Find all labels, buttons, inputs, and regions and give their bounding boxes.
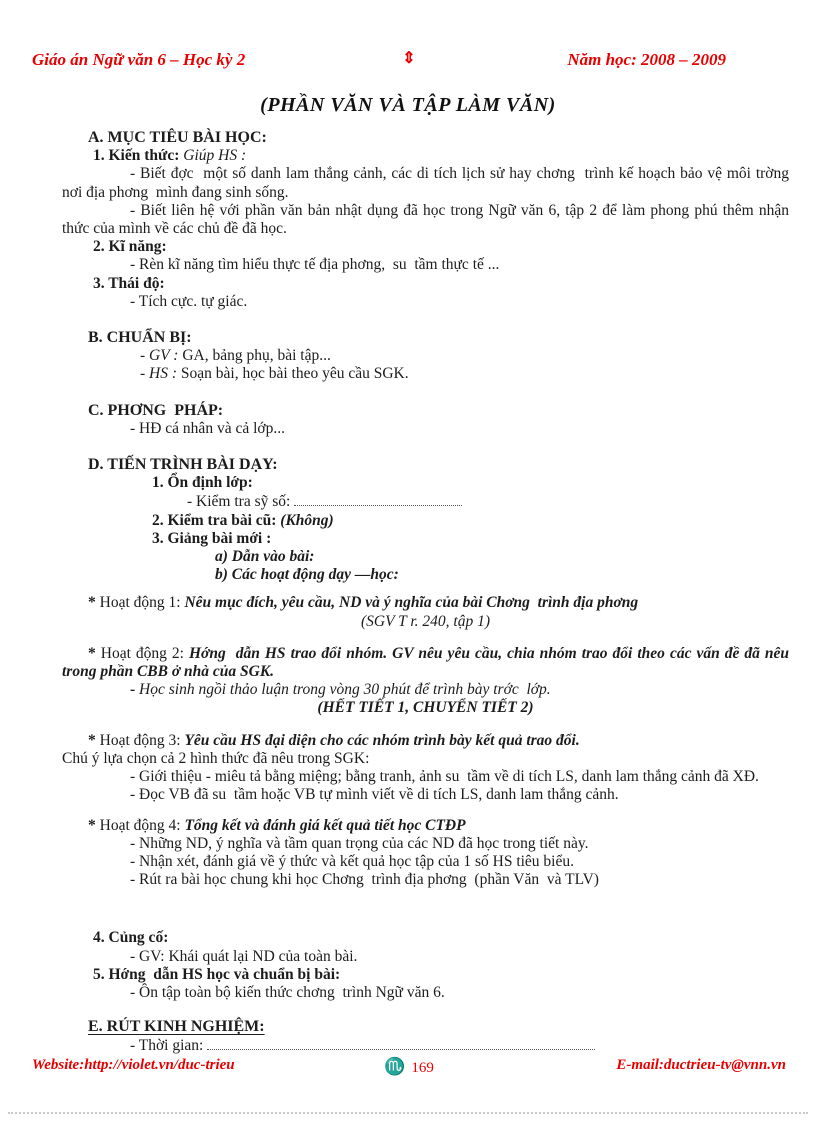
attitude-label: 3. Thái độ:: [93, 274, 165, 292]
activity-1-line: [88, 594, 789, 612]
activity-4-label: Hoạt động 4:: [99, 816, 185, 834]
section-c-heading: C. PHƠNG PHÁP:: [88, 401, 224, 419]
gv-label: GV :: [149, 347, 183, 365]
scorpio-icon: ♏: [384, 1057, 406, 1076]
homework-line: - Ôn tập toàn bộ kiến thức chơng trình Ngữ văn 6.: [130, 983, 445, 1001]
section-e-heading: E. RÚT KINH NGHIỆM:: [88, 1018, 265, 1036]
footer-email-text: E-mail:ductrieu-tv@vnn.vn: [616, 1057, 786, 1073]
hs-line: [140, 365, 789, 383]
page-break-dotted-line: [8, 1112, 808, 1114]
section-c: [62, 402, 789, 438]
closing-items: [62, 929, 789, 1002]
activity-1-label: Hoạt động 1:: [99, 594, 185, 612]
attendance-line: [187, 492, 789, 511]
activity-2-paragraph: [62, 644, 793, 681]
activity-3-paragraph-1: - Giới thiệu - miêu tả bằng miệng; bằng tranh, ảnh su tầm về di tích LS, danh lam thắng cảnh đã XĐ.: [130, 768, 759, 786]
attendance-label: - Kiểm tra sỹ số:: [187, 493, 295, 511]
hs-text: Soạn bài, học bài theo yêu cầu SGK.: [180, 365, 409, 383]
activity-4-item-2: - Nhận xét, đánh giá về ý thức và kết quả học tập của 1 số HS tiêu biểu.: [130, 852, 574, 870]
dash-bullet: -: [130, 681, 140, 699]
activity-4-text: Tổng kết và đánh giá kết quả tiết học CTĐP: [184, 816, 466, 834]
up-down-arrow-icon: ⇕: [402, 50, 416, 67]
activity-4: [62, 817, 789, 890]
activity-1-text: Nêu mục đích, yêu cầu, ND và ý nghĩa của bài Chơng trình địa phơng: [184, 594, 639, 612]
gv-dash: -: [140, 347, 150, 365]
method-line: - HĐ cá nhân và cả lớp...: [130, 419, 285, 437]
d-item-3a: a) Dẫn vào bài:: [215, 548, 315, 566]
section-a-heading: A. MỤC TIÊU BÀI HỌC:: [88, 129, 267, 146]
d-item-1: 1. Ổn định lớp:: [152, 474, 253, 492]
knowledge-item: [93, 147, 789, 165]
dotted-fill-line: [294, 492, 462, 506]
activity-1-reference: (SGV T r. 240, tập 1): [360, 612, 491, 630]
d-item-2-label: 2. Kiểm tra bài cũ:: [152, 511, 281, 529]
page-number: 169: [411, 1060, 434, 1076]
consolidate-label: 4. Củng cố:: [93, 929, 169, 947]
time-label: - Thời gian:: [130, 1037, 208, 1055]
activity-2-label: Hoạt động 2:: [100, 644, 189, 662]
footer-page-indicator: [384, 1057, 434, 1077]
section-b: [62, 329, 789, 384]
period-break-note: (HẾT TIẾT 1, CHUYỂN TIẾT 2): [317, 699, 534, 717]
activity-4-item-3: - Rút ra bài học chung khi học Chơng trình địa phơng (phần Văn và TLV): [130, 871, 599, 889]
asterisk-bullet: *: [88, 594, 100, 612]
dotted-fill-line: [207, 1036, 595, 1050]
section-e: [62, 1018, 789, 1055]
homework-label: 5. Hớng dẫn HS học và chuẩn bị bài:: [93, 965, 341, 983]
asterisk-bullet: *: [88, 644, 101, 662]
header-right-text: Năm học: 2008 – 2009: [567, 50, 726, 69]
activity-3-paragraph-2: - Đọc VB đã su tầm hoặc VB tự mình viết về di tích LS, danh lam thắng cảnh.: [130, 786, 619, 804]
section-d: [62, 456, 789, 584]
activity-1: [62, 594, 789, 630]
skill-label: 2. Kĩ năng:: [93, 238, 167, 256]
activity-2: [62, 644, 793, 718]
gv-text: GA, bảng phụ, bài tập...: [182, 347, 331, 365]
asterisk-bullet: *: [88, 731, 100, 749]
activity-3-text: Yêu cầu HS đại diện cho các nhóm trình bày kết quả trao đổi.: [184, 731, 580, 749]
knowledge-note: Giúp HS :: [183, 147, 247, 165]
section-d-heading: D. TIẾN TRÌNH BÀI DẠY:: [88, 456, 278, 474]
page-header: [32, 50, 786, 76]
section-b-heading: B. CHUẨN BỊ:: [88, 329, 192, 347]
page-footer: [32, 1057, 786, 1081]
d-item-2-note: (Không): [280, 511, 334, 529]
footer-website-text: Website:http://violet.vn/duc-trieu: [32, 1057, 235, 1073]
section-a: [62, 129, 797, 311]
attitude-line: - Tích cực. tự giác.: [130, 292, 248, 310]
knowledge-paragraph-2: - Biết liên hệ với phần văn bản nhật dụng đã học trong Ngữ văn 6, tập 2 để làm phong phú thêm nhận thức của mình về các chủ đề đã học.: [62, 201, 793, 238]
gv-line: [140, 347, 789, 365]
document-title: (PHẦN VĂN VÀ TẬP LÀM VĂN): [260, 94, 556, 116]
activity-3-line: [88, 732, 789, 750]
d-item-2: [152, 512, 789, 530]
hs-label: HS :: [149, 365, 181, 383]
activity-2-text: Hớng dẫn HS trao đổi nhóm. GV nêu yêu cầu, chia nhóm trao đổi theo các vấn đề đã nêu trong phần CBB ở nhà của SGK.: [62, 644, 793, 681]
activity-4-line: [88, 817, 789, 835]
activity-4-item-1: - Những ND, ý nghĩa và tầm quan trọng của các ND đã học trong tiết này.: [130, 834, 589, 852]
d-item-3: 3. Giảng bài mới :: [152, 529, 272, 547]
activity-2-note: Học sinh ngồi thảo luận trong vòng 30 phút để trình bày trớc lớp.: [139, 681, 551, 699]
activity-2-note-line: [130, 681, 789, 699]
asterisk-bullet: *: [88, 816, 100, 834]
d-item-3b: b) Các hoạt động dạy —học:: [215, 566, 399, 584]
knowledge-label: 1. Kiến thức:: [93, 147, 184, 165]
skill-line: - Rèn kĩ năng tìm hiểu thực tế địa phơng, su tầm thực tế ...: [130, 256, 500, 274]
activity-3: [62, 732, 789, 805]
header-left-text: Giáo án Ngữ văn 6 – Học kỳ 2: [32, 50, 246, 69]
activity-3-label: Hoạt động 3:: [99, 731, 185, 749]
consolidate-line: - GV: Khái quát lại ND của toàn bài.: [130, 947, 358, 965]
hs-dash: -: [140, 365, 150, 383]
knowledge-paragraph-1: - Biết đợc một số danh lam thắng cảnh, các di tích lịch sử hay chơng trình kế hoạch bảo vệ môi trờng nơi địa phơng mình đang sinh sống.: [62, 165, 797, 201]
document-body: [62, 129, 797, 1056]
time-line: [130, 1036, 789, 1055]
activity-3-note: Chú ý lựa chọn cả 2 hình thức đã nêu trong SGK:: [62, 749, 370, 767]
